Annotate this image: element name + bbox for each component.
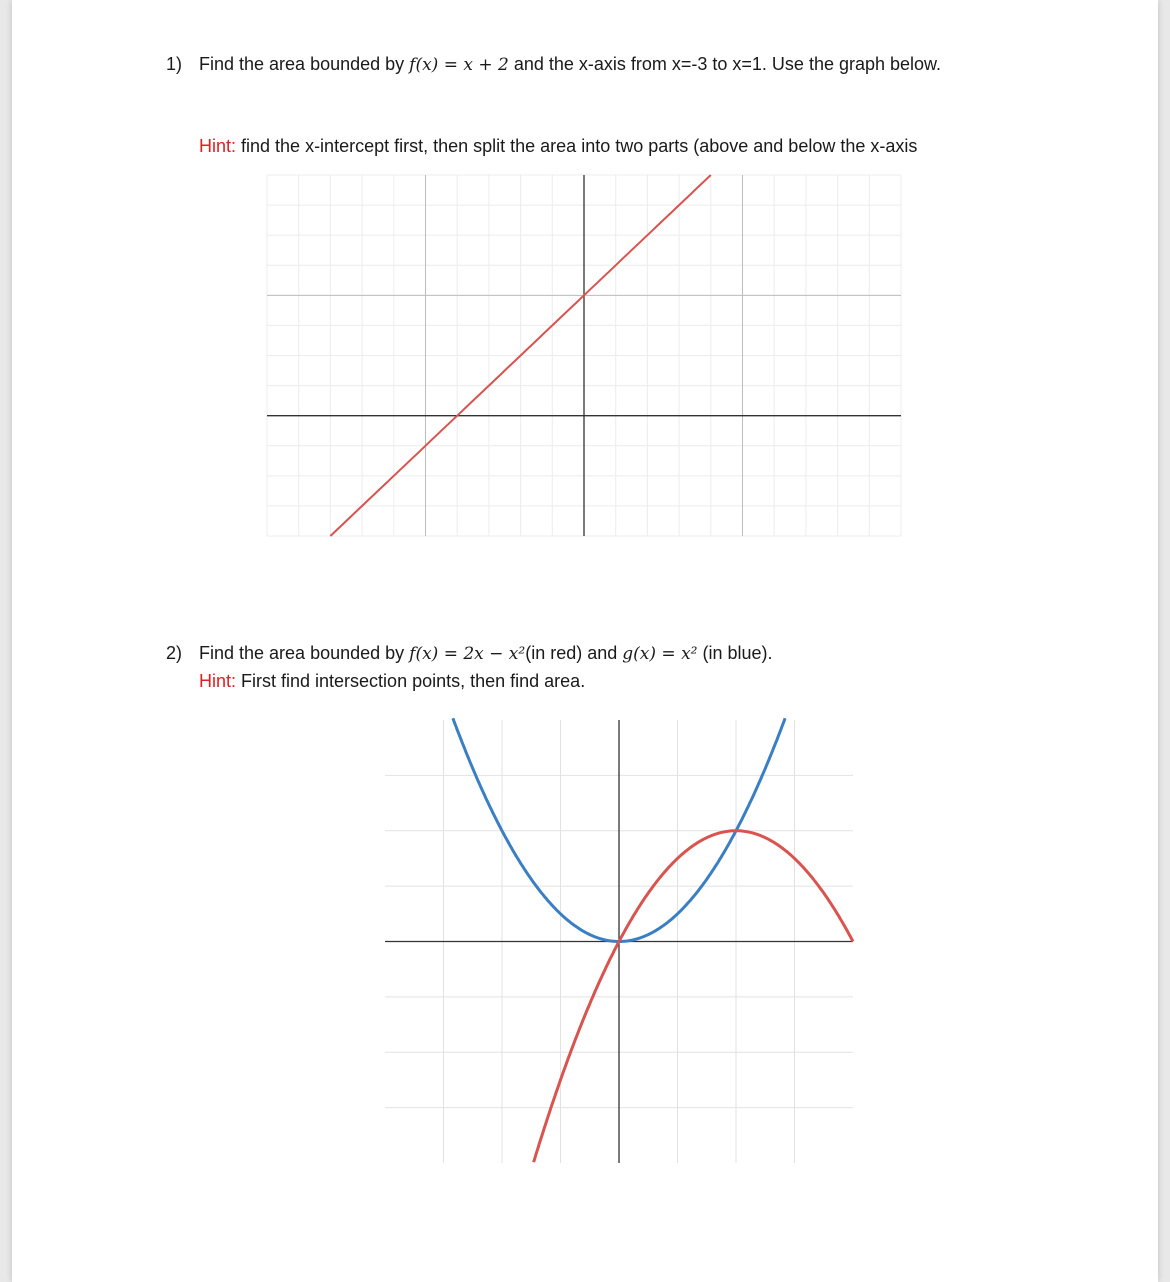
question-1-text: Find the area bounded by f(x) = x + 2 and the x-axis from x=-3 to x=1. Use the graph below. bbox=[199, 54, 942, 75]
hint-label: Hint: bbox=[199, 136, 237, 156]
hint-text: find the x-intercept first, then split the area into two parts (above and below the x-axis bbox=[236, 136, 918, 156]
hint-label: Hint: bbox=[199, 671, 237, 691]
question-1-formula: f(x) = x + 2 bbox=[409, 55, 509, 75]
question-1-number: 1) bbox=[166, 54, 183, 74]
question-2-number: 2) bbox=[166, 643, 183, 663]
graph-1 bbox=[267, 175, 901, 536]
question-1-hint bbox=[199, 133, 917, 160]
question-2-text: Find the area bounded by f(x) = 2x − x²(in red) and g(x) = x² (in blue). bbox=[199, 643, 773, 664]
graph-2 bbox=[385, 720, 853, 1163]
question-2-hint bbox=[199, 668, 585, 695]
question-2-formula-g: g(x) = x² bbox=[622, 644, 698, 664]
hint-text: First find intersection points, then find area. bbox=[236, 671, 586, 691]
question-2-formula-f: f(x) = 2x − x² bbox=[409, 644, 526, 664]
